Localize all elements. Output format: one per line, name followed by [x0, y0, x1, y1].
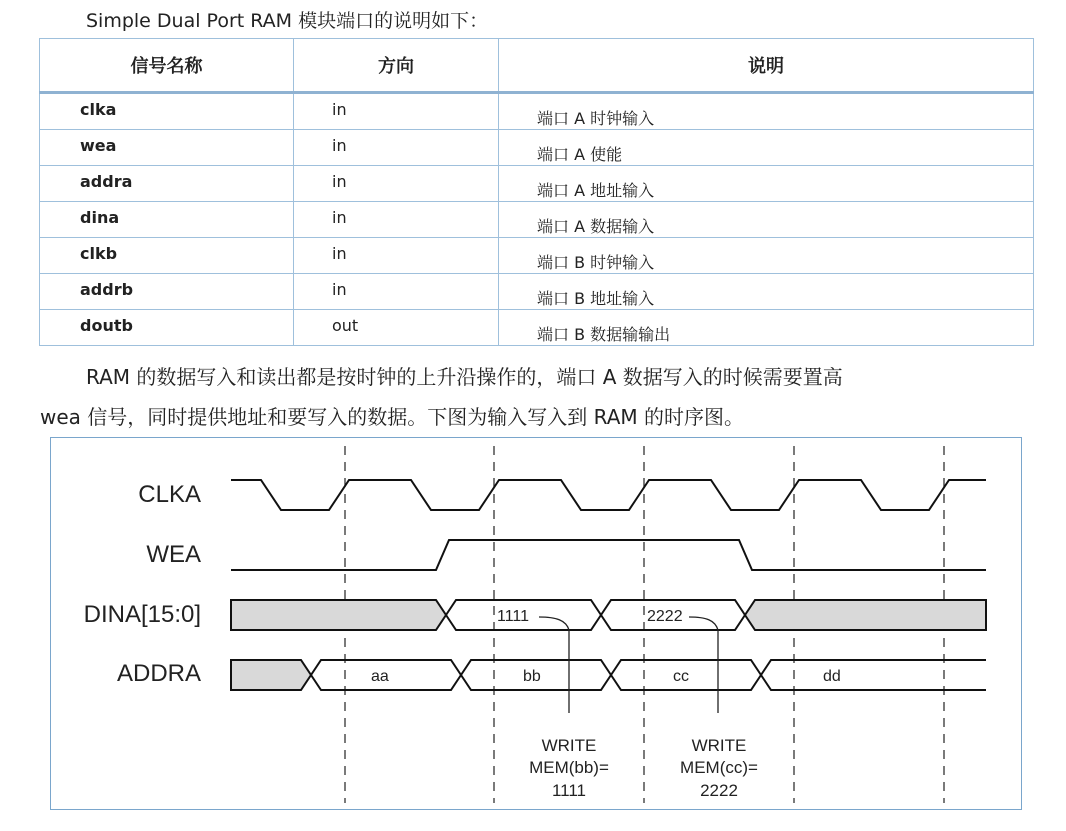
leader-line-1111	[539, 617, 569, 713]
signal-name: clkb	[80, 244, 118, 263]
intro-text: Simple Dual Port RAM 模块端口的说明如下：	[86, 10, 489, 32]
note-1-line-2: MEM(bb)=	[529, 758, 609, 777]
signal-name-cell	[40, 130, 294, 166]
header-signal-name: 信号名称	[40, 39, 294, 93]
signal-direction-cell	[294, 130, 499, 166]
addra-value-aa: aa	[371, 668, 389, 685]
port-table	[39, 38, 1034, 346]
addra-value-bb: bb	[523, 668, 541, 685]
signal-description: 端口 A 数据输入	[537, 217, 655, 236]
note-2-line-3: 2222	[700, 781, 738, 800]
signal-direction: in	[332, 100, 347, 119]
paragraph-line-2: wea 信号，同时提供地址和要写入的数据。下图为输入写入到 RAM 的时序图。	[40, 405, 745, 429]
signal-name-cell	[40, 202, 294, 238]
signal-name: clka	[80, 100, 117, 119]
signal-direction: in	[332, 280, 347, 299]
signal-name-cell	[40, 166, 294, 202]
signal-name: dina	[80, 208, 120, 227]
addra-value-cc: cc	[673, 668, 689, 685]
addra-bus	[231, 660, 986, 690]
note-1-line-1: WRITE	[541, 736, 597, 755]
table-row	[40, 130, 1034, 166]
note-1-line-3: 1111	[551, 781, 587, 800]
signal-name: doutb	[80, 316, 133, 335]
header-description: 说明	[499, 39, 1034, 93]
signal-name: addra	[80, 172, 133, 191]
signal-direction: in	[332, 244, 347, 263]
paragraph-line-1: RAM 的数据写入和读出都是按时钟的上升沿操作的，端口 A 数据写入的时候需要置高	[86, 365, 843, 389]
signal-direction-cell	[294, 310, 499, 346]
timing-diagram	[50, 437, 1022, 810]
note-2-line-2: MEM(cc)=	[680, 758, 758, 777]
signal-description: 端口 B 数据输输出	[537, 325, 671, 344]
signal-description-cell	[499, 310, 1034, 346]
signal-description-cell	[499, 93, 1034, 130]
signal-description-cell	[499, 238, 1034, 274]
signal-description: 端口 B 地址输入	[537, 289, 655, 308]
header-direction: 方向	[294, 39, 499, 93]
table-row	[40, 310, 1034, 346]
signal-name-cell	[40, 310, 294, 346]
signal-name: addrb	[80, 280, 134, 299]
signal-label-dina: DINA[15:0]	[83, 601, 201, 628]
dina-value-1111: 1111	[497, 608, 530, 625]
signal-description: 端口 A 使能	[537, 145, 623, 164]
dina-bus	[231, 600, 986, 630]
signal-name-cell	[40, 238, 294, 274]
table-row	[40, 93, 1034, 130]
table-row	[40, 274, 1034, 310]
addra-value-dd: dd	[823, 668, 841, 685]
signal-direction-cell	[294, 238, 499, 274]
table-row	[40, 166, 1034, 202]
signal-description: 端口 A 时钟输入	[537, 109, 655, 128]
signal-label-wea: WEA	[146, 541, 201, 568]
signal-label-addra: ADDRA	[116, 660, 201, 687]
signal-direction: in	[332, 172, 347, 191]
wea-waveform	[231, 540, 986, 570]
clka-waveform	[231, 480, 986, 510]
leader-line-2222	[689, 617, 718, 713]
signal-direction-cell	[294, 93, 499, 130]
signal-description-cell	[499, 166, 1034, 202]
signal-label-clka: CLKA	[138, 481, 201, 508]
dina-value-2222: 2222	[647, 608, 683, 625]
signal-description: 端口 A 地址输入	[537, 181, 655, 200]
signal-direction-cell	[294, 166, 499, 202]
signal-direction: in	[332, 136, 347, 155]
signal-description-cell	[499, 274, 1034, 310]
table-header-row	[40, 39, 1034, 93]
table-row	[40, 202, 1034, 238]
table-row	[40, 238, 1034, 274]
signal-description-cell	[499, 202, 1034, 238]
signal-name-cell	[40, 274, 294, 310]
note-2-line-1: WRITE	[691, 736, 747, 755]
signal-direction-cell	[294, 274, 499, 310]
signal-name: wea	[80, 136, 117, 155]
signal-direction: in	[332, 208, 347, 227]
signal-direction-cell	[294, 202, 499, 238]
signal-direction: out	[332, 316, 359, 335]
signal-name-cell	[40, 93, 294, 130]
signal-description: 端口 B 时钟输入	[537, 253, 655, 272]
signal-description-cell	[499, 130, 1034, 166]
